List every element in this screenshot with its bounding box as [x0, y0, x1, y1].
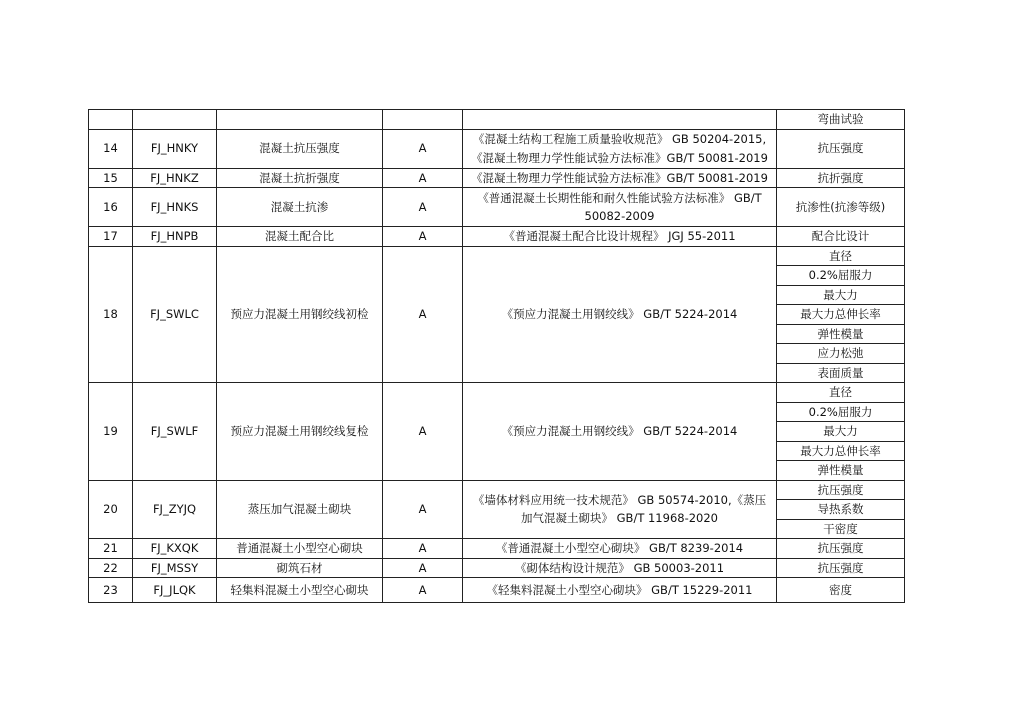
item-code: FJ_MSSY — [133, 558, 217, 578]
item-code: FJ_ZYJQ — [133, 480, 217, 539]
grade: A — [383, 227, 463, 247]
row-number: 17 — [89, 227, 133, 247]
standard-reference — [463, 227, 777, 247]
item-code: FJ_HNPB — [133, 227, 217, 247]
standards-table — [88, 109, 905, 603]
item-name: 混凝土抗渗 — [217, 188, 383, 227]
standard-reference — [463, 168, 777, 188]
grade: A — [383, 246, 463, 383]
table-row — [89, 188, 905, 227]
test-parameter: 弹性模量 — [777, 461, 905, 481]
table-row — [89, 480, 905, 500]
test-parameter: 导热系数 — [777, 500, 905, 520]
item-code — [133, 110, 217, 130]
test-parameter: 直径 — [777, 383, 905, 403]
grade: A — [383, 578, 463, 603]
row-number: 20 — [89, 480, 133, 539]
standard-line: 《普通混凝土小型空心砌块》 GB/T 8239-2014 — [495, 541, 744, 555]
row-number: 22 — [89, 558, 133, 578]
item-name: 混凝土抗压强度 — [217, 129, 383, 168]
standard-line: 《预应力混凝土用钢绞线》 GB/T 5224-2014 — [501, 307, 738, 321]
item-code: FJ_JLQK — [133, 578, 217, 603]
item-code: FJ_HNKY — [133, 129, 217, 168]
row-number — [89, 110, 133, 130]
test-parameter: 表面质量 — [777, 363, 905, 383]
item-name — [217, 110, 383, 130]
standard-line: 《砌体结构设计规范》 GB 50003-2011 — [514, 560, 725, 575]
table-row — [89, 246, 905, 266]
test-parameter: 最大力 — [777, 422, 905, 442]
grade: A — [383, 168, 463, 188]
standard-reference — [463, 129, 777, 168]
standard-reference — [463, 188, 777, 227]
test-parameter: 抗压强度 — [777, 539, 905, 559]
standard-line: 《普通混凝土配合比设计规程》 JGJ 55-2011 — [503, 229, 736, 243]
grade: A — [383, 539, 463, 559]
item-name: 普通混凝土小型空心砌块 — [217, 539, 383, 559]
standard-reference — [463, 383, 777, 481]
item-name: 混凝土配合比 — [217, 227, 383, 247]
item-name: 预应力混凝土用钢绞线初检 — [217, 246, 383, 383]
standard-reference — [463, 246, 777, 383]
table-row — [89, 227, 905, 247]
test-parameter: 0.2%屈服力 — [777, 266, 905, 286]
grade: A — [383, 480, 463, 539]
table-row — [89, 168, 905, 188]
grade — [383, 110, 463, 130]
grade: A — [383, 129, 463, 168]
standard-line: 《混凝土结构工程施工质量验收规范》 GB 50204-2015, — [472, 132, 767, 146]
standard-line: 《普通混凝土长期性能和耐久性能试验方法标准》 GB/T — [477, 190, 762, 205]
test-parameter: 弯曲试验 — [777, 110, 905, 130]
test-parameter: 抗渗性(抗渗等级) — [777, 188, 905, 227]
test-parameter: 抗折强度 — [777, 168, 905, 188]
test-parameter: 抗压强度 — [777, 480, 905, 500]
test-parameter: 密度 — [777, 578, 905, 603]
row-number: 14 — [89, 129, 133, 168]
test-parameter: 弹性模量 — [777, 324, 905, 344]
item-code: FJ_HNKS — [133, 188, 217, 227]
standard-reference — [463, 539, 777, 559]
standard-reference — [463, 578, 777, 603]
standard-line: 50082-2009 — [584, 209, 655, 223]
item-name: 蒸压加气混凝土砌块 — [217, 480, 383, 539]
test-parameter: 抗压强度 — [777, 558, 905, 578]
standard-line: 《墙体材料应用统一技术规范》 GB 50574-2010,《蒸压 — [472, 492, 767, 507]
item-name: 预应力混凝土用钢绞线复检 — [217, 383, 383, 481]
item-name: 混凝土抗折强度 — [217, 168, 383, 188]
test-parameter: 最大力总伸长率 — [777, 441, 905, 461]
item-code: FJ_SWLC — [133, 246, 217, 383]
table-row — [89, 110, 905, 130]
item-code: FJ_KXQK — [133, 539, 217, 559]
standard-reference — [463, 558, 777, 578]
test-parameter: 最大力 — [777, 285, 905, 305]
test-parameter: 最大力总伸长率 — [777, 305, 905, 325]
item-code: FJ_SWLF — [133, 383, 217, 481]
row-number: 23 — [89, 578, 133, 603]
standard-line: 《混凝土物理力学性能试验方法标准》GB/T 50081-2019 — [471, 170, 768, 185]
row-number: 15 — [89, 168, 133, 188]
test-parameter: 0.2%屈服力 — [777, 402, 905, 422]
test-parameter: 配合比设计 — [777, 227, 905, 247]
table-row — [89, 383, 905, 403]
item-code: FJ_HNKZ — [133, 168, 217, 188]
grade: A — [383, 558, 463, 578]
item-name: 砌筑石材 — [217, 558, 383, 578]
table-body — [89, 110, 905, 603]
standard-reference — [463, 110, 777, 130]
standard-line: 加气混凝土砌块》 GB/T 11968-2020 — [520, 511, 718, 526]
test-parameter: 直径 — [777, 246, 905, 266]
test-parameter: 应力松弛 — [777, 344, 905, 364]
standard-line: 《预应力混凝土用钢绞线》 GB/T 5224-2014 — [501, 424, 738, 438]
test-parameter: 抗压强度 — [777, 129, 905, 168]
row-number: 21 — [89, 539, 133, 559]
standard-reference — [463, 480, 777, 539]
item-name: 轻集料混凝土小型空心砌块 — [217, 578, 383, 603]
row-number: 18 — [89, 246, 133, 383]
table-row — [89, 129, 905, 168]
table-row — [89, 558, 905, 578]
grade: A — [383, 383, 463, 481]
grade: A — [383, 188, 463, 227]
standard-line: 《轻集料混凝土小型空心砌块》 GB/T 15229-2011 — [486, 582, 753, 597]
row-number: 16 — [89, 188, 133, 227]
table-row — [89, 539, 905, 559]
standard-line: 《混凝土物理力学性能试验方法标准》GB/T 50081-2019 — [471, 150, 768, 165]
table-row — [89, 578, 905, 603]
test-parameter: 干密度 — [777, 519, 905, 539]
row-number: 19 — [89, 383, 133, 481]
